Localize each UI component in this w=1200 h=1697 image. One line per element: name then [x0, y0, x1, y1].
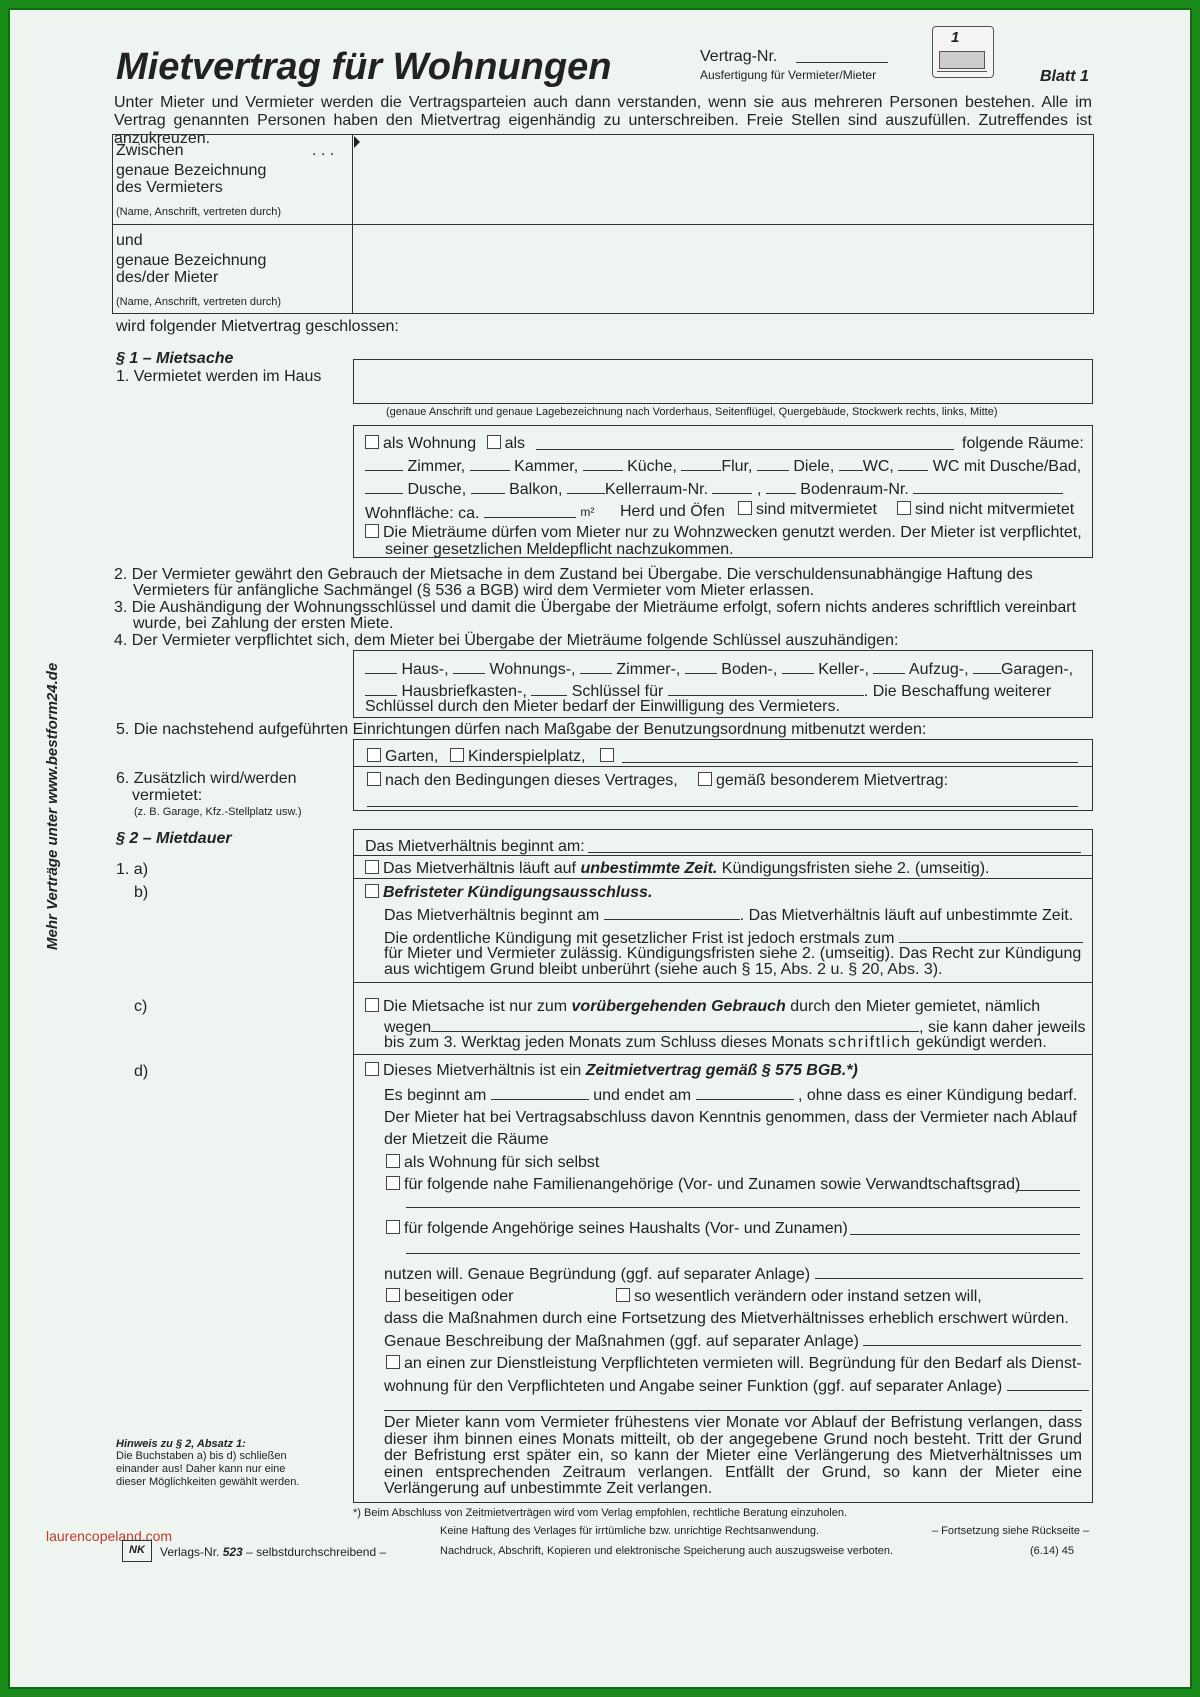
c-notice-text: bis zum 3. Werktag jeden Monats zum Schluss dieses Monats: [384, 1034, 824, 1051]
b-notice-text: Die ordentliche Kündigung mit gesetzlicher Frist ist jedoch erstmals zum: [384, 930, 895, 947]
b-notice-text-3: aus wichtigem Grund bleibt unberührt (siehe auch § 15, Abs. 2 u. § 20, Abs. 3).: [384, 961, 943, 978]
key-keller-field[interactable]: [782, 660, 814, 674]
fixed-term-bold: Zeitmietvertrag gemäß § 575 BGB.*): [585, 1062, 858, 1079]
following-rooms-label: folgende Räume:: [962, 435, 1084, 452]
key-wohnung-label: Wohnungs-,: [489, 661, 576, 678]
self-use-label: als Wohnung für sich selbst: [404, 1154, 600, 1171]
intro-text: Unter Mieter und Vermieter werden die Vertragsparteien auch dann verstanden, wenn sie aus mehreren Personen bestehen. Alle im Vertrag genannten Personen haben den Mietvertrag eigenhändig zu unterschreiben. Freie Stellen sind auszufüllen. Zutreffendes ist anzukreuzen.: [114, 94, 1092, 147]
as-flat-checkbox[interactable]: [365, 435, 379, 449]
b-label: b): [134, 884, 149, 901]
key-brief-field[interactable]: [365, 682, 397, 696]
s1-item4: 4. Der Vermieter verpflichtet sich, dem Mieter bei Übergabe der Mieträume folgende Schlüssel auszuhändigen:: [114, 632, 899, 649]
temporary-checkbox[interactable]: [365, 998, 379, 1012]
keller-count-field[interactable]: [567, 480, 605, 494]
fixed-term-text: Dieses Mietverhältnis ist ein: [383, 1062, 582, 1079]
key-aufzug-field[interactable]: [873, 660, 905, 674]
wc-field[interactable]: [839, 457, 863, 471]
unlimited-text: Das Mietverhältnis läuft auf: [383, 860, 576, 877]
c-reason-field[interactable]: [431, 1018, 919, 1032]
balkon-label: Balkon,: [509, 481, 563, 498]
sheet-number: 1: [951, 29, 960, 46]
b-notice-text-2: für Mieter und Vermieter zulässig. Kündigungsfristen siehe 2. (umseitig). Das Recht zur Kündigung: [384, 945, 1082, 962]
d-begins-field[interactable]: [491, 1086, 589, 1100]
version-text: (6.14) 45: [1030, 1545, 1075, 1557]
service-field-2[interactable]: [384, 1410, 1082, 1411]
sheet-label: Blatt 1: [1040, 68, 1089, 85]
keller-label: Kellerraum-Nr.: [604, 481, 709, 498]
kueche-field[interactable]: [583, 457, 623, 471]
family-field-2[interactable]: [406, 1207, 1080, 1208]
d-label: d): [134, 1063, 149, 1080]
d-begins-label: Es beginnt am: [384, 1087, 487, 1104]
diele-label: Diele,: [793, 458, 835, 475]
diele-field[interactable]: [757, 457, 789, 471]
self-use-checkbox[interactable]: [386, 1154, 400, 1168]
remove-label: beseitigen oder: [404, 1288, 514, 1305]
household-field-2[interactable]: [406, 1253, 1080, 1254]
key-keller-label: Keller-,: [818, 661, 869, 678]
boden-label: Bodenraum-Nr.: [800, 481, 909, 498]
footnote: *) Beim Abschluss von Zeitmietverträgen wird vom Verlag empfohlen, rechtliche Beratung einzuholen.: [353, 1507, 848, 1519]
service-field[interactable]: [1007, 1377, 1089, 1391]
zimmer-label: Zimmer,: [407, 458, 466, 475]
fixed-exclusion-checkbox[interactable]: [365, 884, 379, 898]
keller-no-field[interactable]: [712, 480, 752, 494]
special-contract-label: gemäß besonderem Mietvertrag:: [716, 772, 949, 789]
dusche-field[interactable]: [365, 480, 403, 494]
a-label: 1. a): [116, 861, 149, 878]
kueche-label: Küche,: [627, 458, 677, 475]
household-field[interactable]: [850, 1234, 1080, 1235]
watermark: laurencopeland.com: [46, 1528, 173, 1544]
household-checkbox[interactable]: [386, 1220, 400, 1234]
c-label: c): [134, 998, 148, 1015]
landlord-label: genaue Bezeichnung: [116, 162, 267, 179]
remove-checkbox[interactable]: [386, 1288, 400, 1302]
service-text-2: wohnung für den Verpflichteten und Angabe seiner Funktion (ggf. auf separater Anlage): [384, 1378, 1003, 1395]
fixed-exclusion-title: Befristeter Kündigungsausschluss.: [383, 884, 653, 901]
herd-label: Herd und Öfen: [620, 503, 725, 520]
tenant-field[interactable]: [355, 226, 1092, 312]
c-notice-spaced: schriftlich: [828, 1034, 912, 1051]
m2-unit: m²: [580, 505, 595, 519]
key-boden-field[interactable]: [685, 660, 717, 674]
residential-text: Die Mieträume dürfen vom Mieter nur zu Wohnzwecken genutzt werden. Der Mieter ist verpflichtet,: [383, 524, 1082, 541]
side-ad-text: Mehr Verträge unter www.bestform24.de: [44, 662, 61, 950]
zimmer-field[interactable]: [365, 457, 403, 471]
d-no-notice-text: , ohne dass es einer Kündigung bedarf.: [797, 1087, 1078, 1104]
residential-text-2: seiner gesetzlichen Meldepflicht nachzukommen.: [385, 541, 734, 558]
s1-item3-2: wurde, bei Zahlung der ersten Miete.: [133, 615, 394, 632]
herd-included-label: sind mitvermietet: [756, 501, 877, 518]
playground-label: Kinderspielplatz,: [468, 748, 586, 765]
landlord-field[interactable]: [355, 136, 1092, 222]
publisher-logo: NK: [122, 1540, 152, 1562]
d-ends-label: und endet am: [593, 1087, 692, 1104]
publisher-no: 523: [222, 1545, 243, 1559]
address-hint: (genaue Anschrift und genaue Lagebezeichnung nach Vorderhaus, Seitenflügel, Quergebäude, Stockwerk rechts, links, Mitte): [386, 406, 998, 418]
playground-checkbox[interactable]: [450, 748, 464, 762]
herd-included-checkbox[interactable]: [738, 501, 752, 515]
between-label: Zwischen: [116, 142, 184, 159]
d-ends-field[interactable]: [696, 1086, 794, 1100]
wc-dusche-field[interactable]: [898, 457, 928, 471]
family-checkbox[interactable]: [386, 1176, 400, 1190]
note-title: Hinweis zu § 2, Absatz 1:: [116, 1438, 246, 1450]
area-field[interactable]: [484, 504, 576, 518]
key-haus-label: Haus-,: [401, 661, 449, 678]
key-garagen-label: Garagen-,: [1000, 661, 1074, 678]
key-other-count-field[interactable]: [531, 682, 567, 696]
change-label: so wesentlich verändern oder instand setzen will,: [634, 1288, 982, 1305]
key-procurement-text: . Die Beschaffung weiterer: [863, 683, 1052, 700]
as-label: als: [504, 435, 526, 452]
as-other-field[interactable]: [536, 449, 954, 450]
garden-checkbox[interactable]: [367, 748, 381, 762]
contract-no-field[interactable]: [796, 62, 888, 63]
area-label: Wohnfläche: ca.: [365, 505, 480, 522]
key-haus-field[interactable]: [365, 660, 397, 674]
s1-title: § 1 – Mietsache: [116, 350, 234, 367]
balkon-field[interactable]: [471, 480, 505, 494]
note-body: Die Buchstaben a) bis d) schließen einander aus! Daher kann nur eine dieser Möglichkeiten gewählt werden.: [116, 1450, 300, 1488]
concluded-text: wird folgender Mietvertrag geschlossen:: [116, 318, 399, 335]
s1-item2-2: Vermieters für anfängliche Sachmängel (§ 536 a BGB) wird dem Vermieter vom Mieter erlassen.: [133, 582, 815, 599]
d-use-field[interactable]: [815, 1265, 1083, 1279]
herd-excluded-label: sind nicht mitvermietet: [915, 501, 1075, 518]
key-consent-text: Schlüssel durch den Mieter bedarf der Einwilligung des Vermieters.: [365, 698, 840, 715]
boden-no-field[interactable]: [913, 480, 1063, 494]
b-runs-text: . Das Mietverhältnis läuft auf unbestimmte Zeit.: [739, 907, 1074, 924]
conditions-label: nach den Bedingungen dieses Vertrages,: [385, 772, 678, 789]
s1-item6: 6. Zusätzlich wird/werden: [116, 770, 297, 787]
temporary-post: durch den Mieter gemietet, nämlich: [790, 998, 1041, 1015]
family-field[interactable]: [1018, 1190, 1080, 1191]
key-other-field[interactable]: [668, 682, 864, 696]
temporary-text: Die Mietsache ist nur zum: [383, 998, 568, 1015]
s1-item2: 2. Der Vermieter gewährt den Gebrauch der Mietsache in dem Zustand bei Übergabe. Die verschuldensunabhängige Haftung des: [114, 566, 1033, 583]
sheet-stack-icon: [932, 26, 994, 78]
key-aufzug-label: Aufzug-,: [908, 661, 969, 678]
dusche-label: Dusche,: [407, 481, 467, 498]
key-zimmer-field[interactable]: [580, 660, 612, 674]
s1-item3: 3. Die Aushändigung der Wohnungsschlüssel und damit die Übergabe der Mieträume erfolgt, sofern nichts anderes schriftlich vereinbart: [114, 599, 1077, 616]
garden-label: Garten,: [385, 748, 439, 765]
landlord-hint: (Name, Anschrift, vertreten durch): [116, 206, 282, 218]
wc-dusche-label: WC mit Dusche/Bad,: [932, 458, 1082, 475]
service-text: an einen zur Dienstleistung Verpflichteten vermieten will. Begründung für den Bedarf als Dienst-: [404, 1355, 1082, 1372]
residential-checkbox[interactable]: [365, 524, 379, 538]
key-zimmer-label: Zimmer-,: [616, 661, 681, 678]
as-flat-label: als Wohnung: [383, 435, 477, 452]
reprint-text: Nachdruck, Abschrift, Kopieren und elektronische Speicherung auch auszugsweise verboten.: [440, 1545, 894, 1557]
tenant-label-2: des/der Mieter: [116, 269, 219, 286]
unlimited-post: Kündigungsfristen siehe 2. (umseitig).: [721, 860, 990, 877]
s1-item5: 5. Die nachstehend aufgeführten Einrichtungen dürfen nach Maßgabe der Benutzungsordnung mitbenutzt werden:: [116, 721, 927, 738]
address-field[interactable]: [353, 359, 1093, 404]
kammer-field[interactable]: [470, 457, 510, 471]
family-label: für folgende nahe Familienangehörige (Vor- und Zunamen sowie Verwandtschaftsgrad): [404, 1176, 1021, 1193]
flur-label: Flur,: [721, 458, 753, 475]
unlimited-checkbox[interactable]: [365, 860, 379, 874]
publisher-post: – selbstdurchschreibend –: [246, 1545, 387, 1559]
special-contract-checkbox[interactable]: [698, 772, 712, 786]
and-label: und: [116, 232, 143, 249]
herd-excluded-checkbox[interactable]: [897, 501, 911, 515]
contract-no-label: Vertrag-Nr.: [700, 48, 778, 65]
copy-label: Ausfertigung für Vermieter/Mieter: [700, 68, 877, 82]
key-brief-label: Hausbriefkasten-,: [401, 683, 527, 700]
flur-field[interactable]: [681, 457, 721, 471]
household-label: für folgende Angehörige seines Haushalts (Vor- und Zunamen): [404, 1220, 848, 1237]
change-checkbox[interactable]: [616, 1288, 630, 1302]
additional-rental-field[interactable]: [367, 806, 1078, 807]
continued-text: – Fortsetzung siehe Rückseite –: [932, 1525, 1090, 1537]
comma: ,: [756, 481, 762, 498]
d-measures-text: dass die Maßnahmen durch eine Fortsetzung des Mietverhältnisses erheblich erschwert würden.: [384, 1310, 1069, 1327]
boden-count-field[interactable]: [766, 480, 796, 494]
key-other-label: Schlüssel für: [571, 683, 664, 700]
b-begins-label: Das Mietverhältnis beginnt am: [384, 907, 600, 924]
as-checkbox[interactable]: [487, 435, 501, 449]
begins-label: Das Mietverhältnis beginnt am:: [365, 838, 585, 855]
facility-other-checkbox[interactable]: [600, 748, 614, 762]
dots: . . .: [312, 142, 335, 159]
b-begins-field[interactable]: [604, 906, 740, 920]
c-reason-label: wegen: [384, 1019, 432, 1036]
s1-item6-2: vermietet:: [132, 787, 203, 804]
d-describe-field[interactable]: [863, 1332, 1081, 1346]
landlord-label-2: des Vermieters: [116, 179, 223, 196]
wc-label: WC,: [862, 458, 894, 475]
d-final-text: Der Mieter kann vom Vermieter frühestens vier Monate vor Ablauf der Befristung verlangen, dass dieser ihm binnen eines Monats mitteilt, ob der angegebene Grund noch besteht. Tritt der Grund der Befristung erst später ein, so kann der Mieter eine Verlängerung des Mietverhältnisses um einen entsprechenden Zeitraum verlangen. Entfällt der Grund, so kann der Mieter eine Verlängerung auf unbestimmte Zeit verlangen.: [384, 1414, 1082, 1497]
conditions-checkbox[interactable]: [367, 772, 381, 786]
begins-field[interactable]: [588, 852, 1081, 853]
b-notice-field[interactable]: [899, 929, 1083, 943]
publisher-pre: Verlags-Nr.: [160, 1545, 220, 1559]
form-page: [8, 8, 1192, 1689]
page-title: Mietvertrag für Wohnungen: [116, 46, 612, 88]
d-use-text: nutzen will. Genaue Begründung (ggf. auf separater Anlage): [384, 1266, 811, 1283]
tenant-hint: (Name, Anschrift, vertreten durch): [116, 296, 282, 308]
unlimited-bold: unbestimmte Zeit.: [580, 860, 718, 877]
temporary-bold: vorübergehenden Gebrauch: [571, 998, 786, 1015]
liability-text: Keine Haftung des Verlages für irrtümliche bzw. unrichtige Rechtsanwendung.: [440, 1525, 820, 1537]
c-notice-post: gekündigt werden.: [916, 1034, 1047, 1051]
key-garagen-field[interactable]: [973, 660, 1001, 674]
tenant-label: genaue Bezeichnung: [116, 252, 267, 269]
d-describe-text: Genaue Beschreibung der Maßnahmen (ggf. auf separater Anlage): [384, 1333, 859, 1350]
d-knowledge-text: Der Mieter hat bei Vertragsabschluss davon Kenntnis genommen, dass der Vermieter nach Ablauf: [384, 1109, 1077, 1126]
c-jeweils-text: , sie kann daher jeweils: [919, 1019, 1086, 1036]
fixed-term-checkbox[interactable]: [365, 1062, 379, 1076]
service-checkbox[interactable]: [386, 1355, 400, 1369]
s1-item1: 1. Vermietet werden im Haus: [116, 368, 322, 385]
kammer-label: Kammer,: [514, 458, 579, 475]
d-knowledge-text-2: der Mietzeit die Räume: [384, 1131, 549, 1148]
s1-item6-hint: (z. B. Garage, Kfz.-Stellplatz usw.): [134, 806, 302, 818]
key-boden-label: Boden-,: [721, 661, 778, 678]
key-wohnung-field[interactable]: [453, 660, 485, 674]
s2-title: § 2 – Mietdauer: [116, 830, 232, 847]
facility-other-field[interactable]: [622, 762, 1078, 763]
